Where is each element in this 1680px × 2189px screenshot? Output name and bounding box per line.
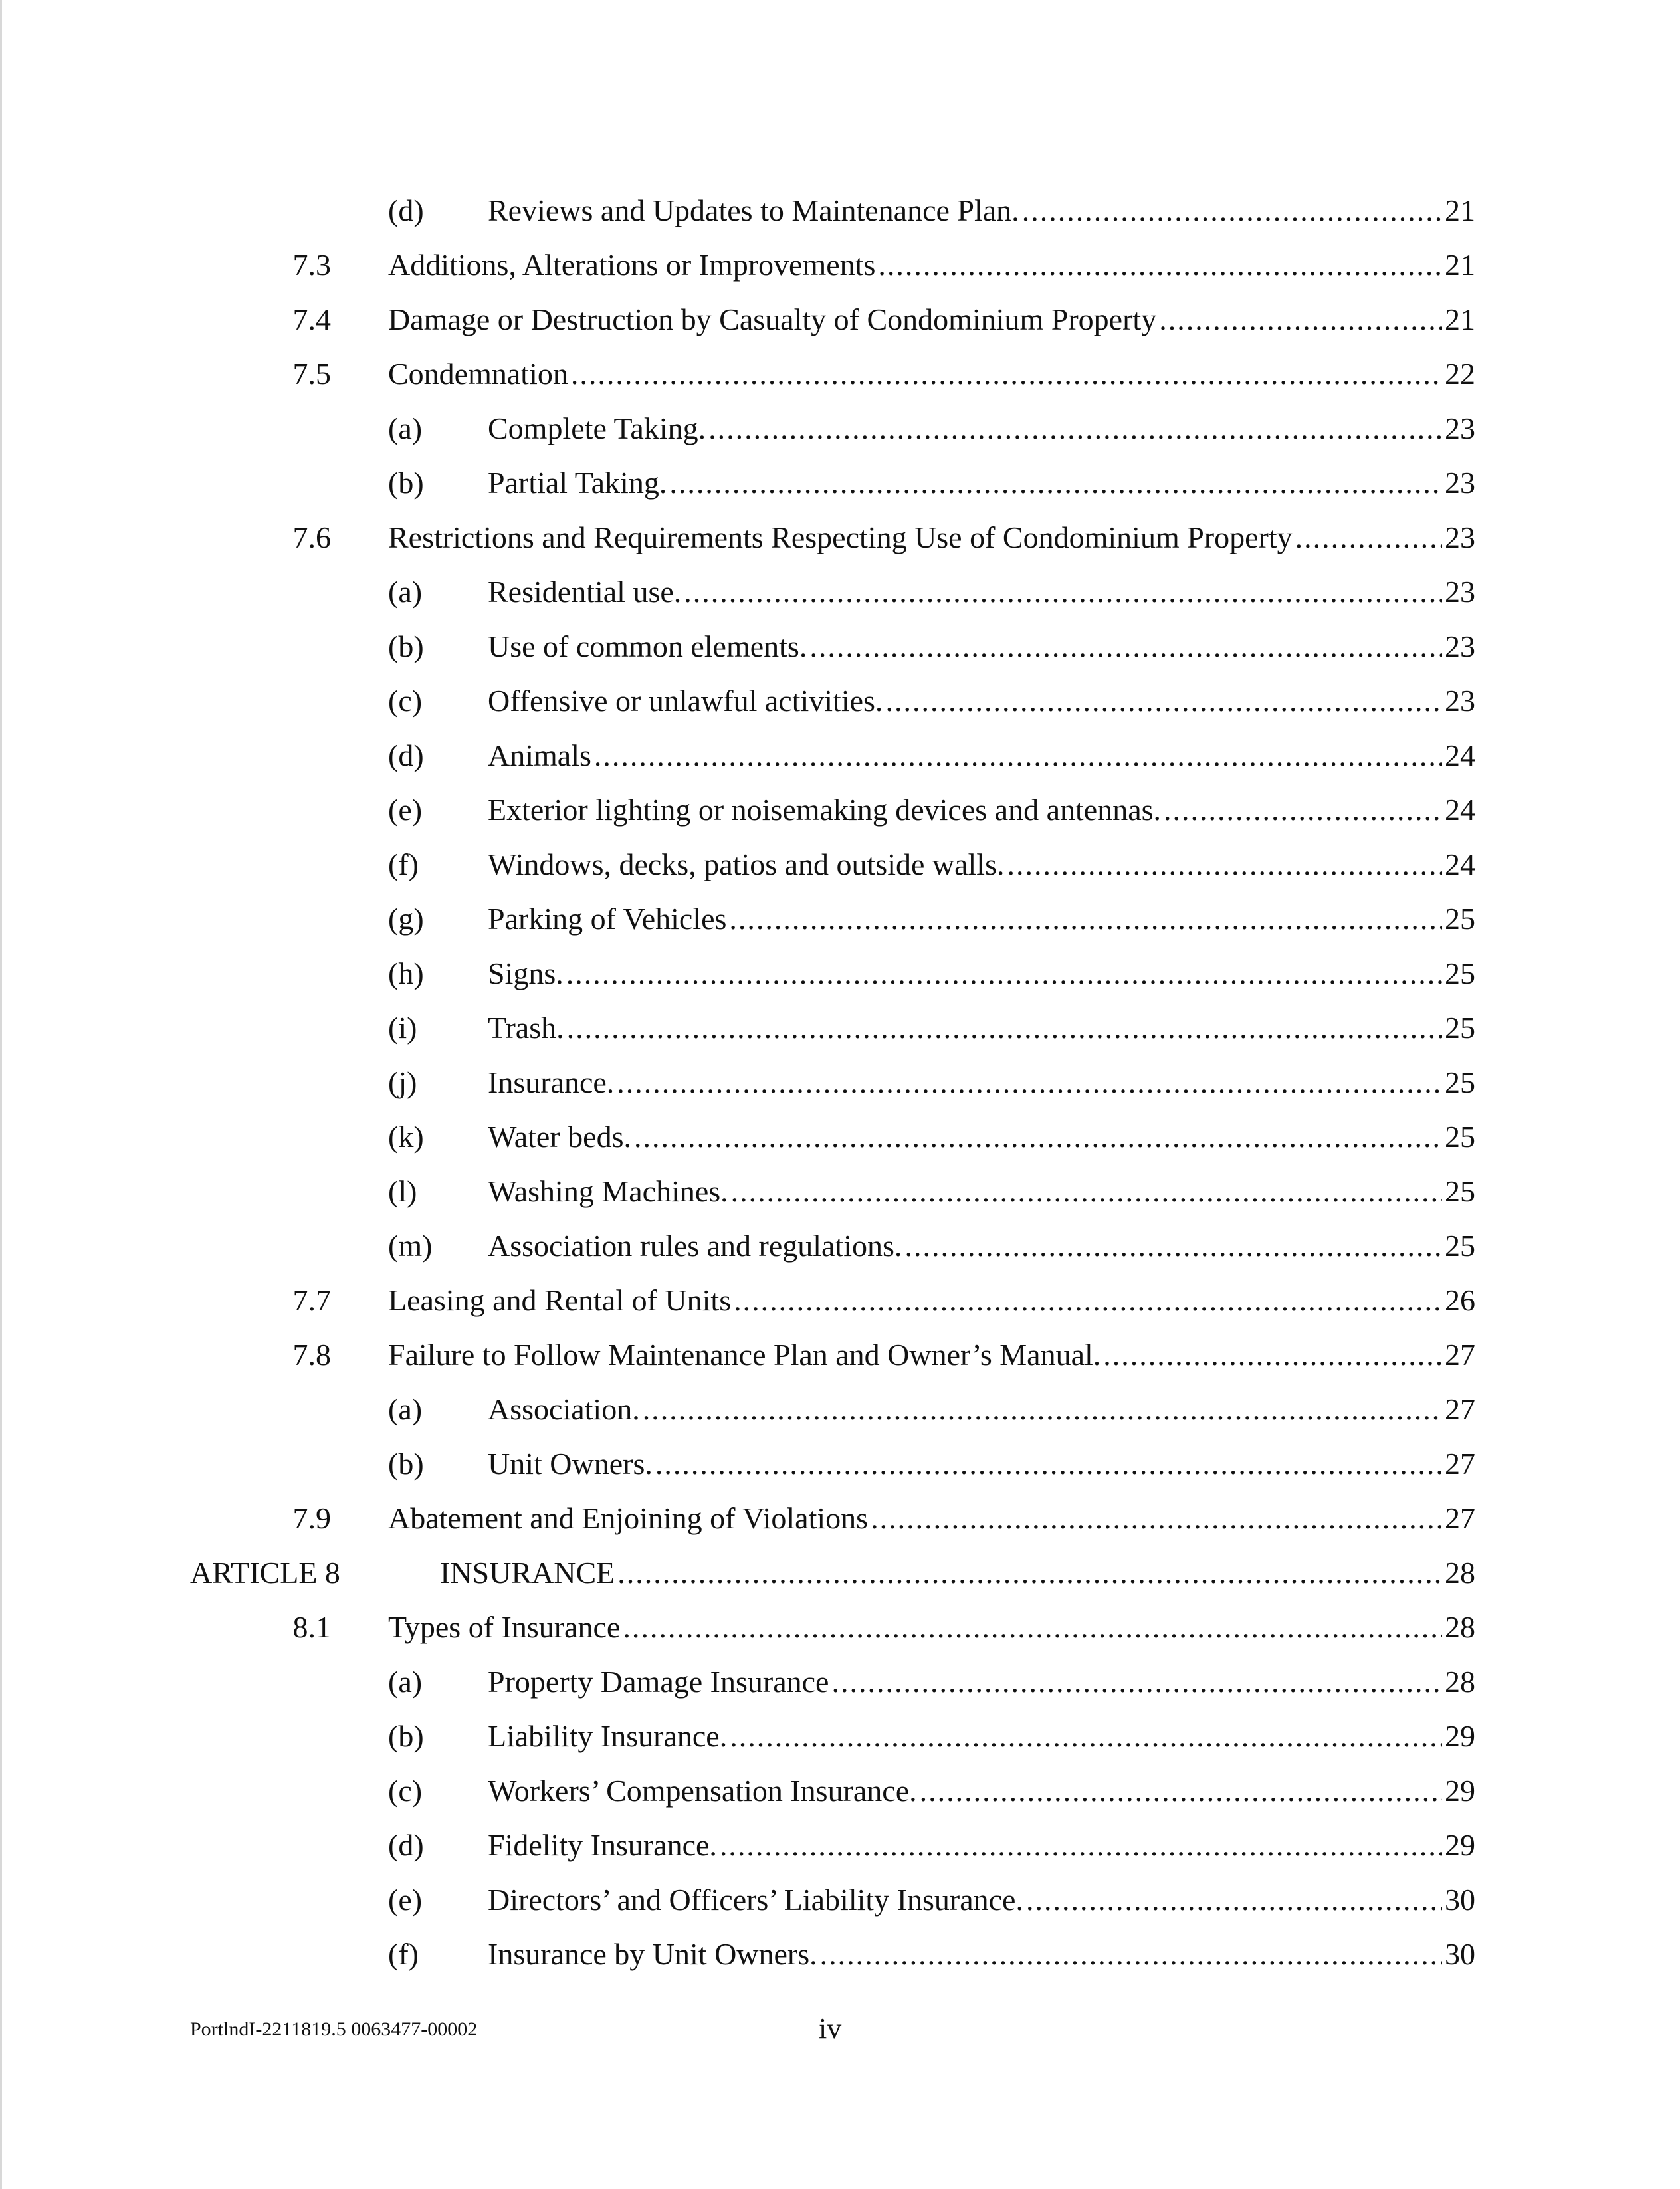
toc-entry xyxy=(0,1491,1680,1546)
toc-entry xyxy=(0,456,1680,510)
toc-entry-title: Abatement and Enjoining of Violations xyxy=(388,1501,869,1535)
toc-entry xyxy=(0,292,1680,347)
toc-entry xyxy=(0,1546,1680,1600)
toc-section-number: 7.5 xyxy=(292,357,331,391)
toc-page-number: 26 xyxy=(1445,1283,1475,1317)
toc-subsection-label: (a) xyxy=(388,1665,423,1699)
toc-entry-title: Condemnation xyxy=(388,357,568,391)
toc-page-number: 25 xyxy=(1445,1120,1475,1154)
toc-dot-leader xyxy=(1164,783,1442,837)
toc-title-line xyxy=(388,1491,1475,1546)
toc-subsection-label: (f) xyxy=(388,1937,419,1971)
toc-page-number: 27 xyxy=(1445,1447,1475,1481)
toc-entry xyxy=(0,1764,1680,1818)
toc-page-number: 21 xyxy=(1445,248,1475,282)
toc-title-line xyxy=(488,1709,1475,1764)
toc-entry xyxy=(0,1001,1680,1055)
toc-entry xyxy=(0,1273,1680,1328)
toc-entry xyxy=(0,1655,1680,1709)
toc-entry xyxy=(0,1382,1680,1437)
toc-dot-leader xyxy=(878,238,1442,292)
toc-section-number: 7.8 xyxy=(292,1338,331,1372)
toc-subsection-label: (j) xyxy=(388,1065,417,1099)
toc-page-number: 27 xyxy=(1445,1392,1475,1426)
toc-page-number: 28 xyxy=(1445,1556,1475,1590)
toc-dot-leader xyxy=(571,347,1442,401)
toc-page-number: 30 xyxy=(1445,1937,1475,1971)
toc-section-number: 8.1 xyxy=(292,1610,331,1644)
toc-section-number: 7.9 xyxy=(292,1501,331,1535)
toc-dot-leader xyxy=(669,456,1442,510)
toc-entry-title: Workers’ Compensation Insurance. xyxy=(488,1774,917,1808)
toc-title-line xyxy=(440,1546,1475,1600)
toc-dot-leader xyxy=(623,1600,1442,1655)
toc-page-number: 29 xyxy=(1445,1719,1475,1753)
toc-entry xyxy=(0,1818,1680,1873)
toc-page-number: 25 xyxy=(1445,1065,1475,1099)
toc-entry xyxy=(0,1437,1680,1491)
toc-subsection-label: (d) xyxy=(388,1828,424,1862)
toc-title-line xyxy=(488,1001,1475,1055)
toc-title-line xyxy=(488,783,1475,837)
toc-entry-title: Exterior lighting or noisemaking devices and antennas. xyxy=(488,793,1162,827)
toc-entry-title: Directors’ and Officers’ Liability Insurance. xyxy=(488,1883,1023,1917)
toc-dot-leader xyxy=(617,1055,1442,1110)
toc-dot-leader xyxy=(885,674,1442,728)
toc-title-line xyxy=(488,1437,1475,1491)
toc-title-line xyxy=(488,401,1475,456)
toc-entry xyxy=(0,783,1680,837)
toc-entry xyxy=(0,1873,1680,1927)
toc-entry xyxy=(0,1164,1680,1219)
toc-subsection-label: (b) xyxy=(388,629,424,663)
toc-subsection-label: (c) xyxy=(388,684,423,718)
toc-entry-title: Use of common elements. xyxy=(488,629,807,663)
toc-entry-title: Failure to Follow Maintenance Plan and Owner’s Manual. xyxy=(388,1338,1101,1372)
toc-title-line xyxy=(488,183,1475,238)
toc-dot-leader xyxy=(730,1709,1442,1764)
toc-title-line xyxy=(488,1818,1475,1873)
toc-entry-title: Washing Machines. xyxy=(488,1174,728,1208)
toc-dot-leader xyxy=(566,946,1442,1001)
toc-title-line xyxy=(388,238,1475,292)
toc-dot-leader xyxy=(920,1764,1442,1818)
toc-entry xyxy=(0,401,1680,456)
toc-dot-leader xyxy=(617,1546,1442,1600)
toc-dot-leader xyxy=(567,1001,1442,1055)
toc-subsection-label: (k) xyxy=(388,1120,424,1154)
toc-dot-leader xyxy=(1159,292,1442,347)
toc-entry-title: Complete Taking. xyxy=(488,411,706,445)
toc-title-line xyxy=(488,1382,1475,1437)
toc-section-number: 7.3 xyxy=(292,248,331,282)
toc-page-number: 23 xyxy=(1445,466,1475,500)
toc-title-line xyxy=(388,1600,1475,1655)
toc-section-number: 7.4 xyxy=(292,302,331,336)
toc-entry xyxy=(0,892,1680,946)
toc-entry xyxy=(0,1709,1680,1764)
toc-section-number: 7.7 xyxy=(292,1283,331,1317)
toc-entry-title: Animals xyxy=(488,738,591,772)
toc-entry-title: Leasing and Rental of Units xyxy=(388,1283,732,1317)
toc-title-line xyxy=(488,619,1475,674)
toc-page-number: 27 xyxy=(1445,1338,1475,1372)
toc-subsection-label: (b) xyxy=(388,1719,424,1753)
toc-entry xyxy=(0,946,1680,1001)
toc-entry-title: Reviews and Updates to Maintenance Plan. xyxy=(488,193,1019,227)
toc-entry xyxy=(0,565,1680,619)
toc-title-line xyxy=(488,837,1475,892)
toc-title-line xyxy=(488,728,1475,783)
toc-page-number: 25 xyxy=(1445,1174,1475,1208)
toc-entry-title: Parking of Vehicles xyxy=(488,902,727,936)
toc-entry xyxy=(0,510,1680,565)
toc-entry-title: Offensive or unlawful activities. xyxy=(488,684,883,718)
toc-entry-title: Damage or Destruction by Casualty of Condominium Property xyxy=(388,302,1157,336)
toc-dot-leader xyxy=(1295,510,1442,565)
toc-page-number: 23 xyxy=(1445,520,1475,554)
toc-entry-title: Association. xyxy=(488,1392,640,1426)
toc-subsection-label: (a) xyxy=(388,411,423,445)
toc-subsection-label: (g) xyxy=(388,902,424,936)
toc-dot-leader xyxy=(1103,1328,1442,1382)
toc-entry xyxy=(0,1110,1680,1164)
toc-dot-leader xyxy=(820,1927,1442,1982)
toc-subsection-label: (a) xyxy=(388,1392,423,1426)
toc-title-line xyxy=(388,510,1475,565)
toc-subsection-label: (f) xyxy=(388,847,419,881)
toc-dot-leader xyxy=(594,728,1442,783)
toc-entry xyxy=(0,347,1680,401)
toc-page-number: 29 xyxy=(1445,1828,1475,1862)
toc-entry-title: Restrictions and Requirements Respecting Use of Condominium Property xyxy=(388,520,1293,554)
toc-entry xyxy=(0,1055,1680,1110)
toc-page-number: 30 xyxy=(1445,1883,1475,1917)
toc-subsection-label: (i) xyxy=(388,1011,417,1045)
toc-dot-leader xyxy=(634,1110,1442,1164)
toc-entry xyxy=(0,619,1680,674)
toc-dot-leader xyxy=(734,1273,1442,1328)
toc-page-number: 22 xyxy=(1445,357,1475,391)
toc-subsection-label: (d) xyxy=(388,738,424,772)
toc-subsection-label: (b) xyxy=(388,466,424,500)
toc-page-number: 28 xyxy=(1445,1610,1475,1644)
toc-subsection-label: (e) xyxy=(388,793,423,827)
toc-entry-title: Windows, decks, patios and outside walls. xyxy=(488,847,1005,881)
toc-subsection-label: (a) xyxy=(388,575,423,609)
toc-entry-title: Unit Owners. xyxy=(488,1447,653,1481)
toc-title-line xyxy=(388,292,1475,347)
toc-title-line xyxy=(488,1055,1475,1110)
toc-title-line xyxy=(488,1655,1475,1709)
toc-title-line xyxy=(488,1219,1475,1273)
toc-title-line xyxy=(488,892,1475,946)
toc-entry xyxy=(0,183,1680,238)
toc-section-number: 7.6 xyxy=(292,520,331,554)
toc-entry xyxy=(0,1927,1680,1982)
toc-subsection-label: (d) xyxy=(388,193,424,227)
toc-entry xyxy=(0,728,1680,783)
toc-entry xyxy=(0,1328,1680,1382)
toc-subsection-label: (c) xyxy=(388,1774,423,1808)
toc-subsection-label: (l) xyxy=(388,1174,417,1208)
toc-entry xyxy=(0,674,1680,728)
toc-title-line xyxy=(388,1328,1475,1382)
toc-title-line xyxy=(388,1273,1475,1328)
toc-entry xyxy=(0,1600,1680,1655)
toc-page-number: 28 xyxy=(1445,1665,1475,1699)
toc-page-number: 24 xyxy=(1445,793,1475,827)
toc-entry-title: Fidelity Insurance. xyxy=(488,1828,717,1862)
toc-title-line xyxy=(488,946,1475,1001)
toc-entry-title: Types of Insurance xyxy=(388,1610,621,1644)
toc-dot-leader xyxy=(684,565,1442,619)
toc-page-number: 25 xyxy=(1445,1011,1475,1045)
toc-subsection-label: (b) xyxy=(388,1447,424,1481)
toc-page-number: 25 xyxy=(1445,902,1475,936)
toc-dot-leader xyxy=(871,1491,1442,1546)
toc-entry-title: Property Damage Insurance xyxy=(488,1665,829,1699)
toc-title-line xyxy=(488,456,1475,510)
toc-page-number: 27 xyxy=(1445,1501,1475,1535)
toc-dot-leader xyxy=(708,401,1442,456)
toc-entry-title: Insurance by Unit Owners. xyxy=(488,1937,817,1971)
toc-entry-title: Signs. xyxy=(488,956,564,990)
toc-entry-title: Association rules and regulations. xyxy=(488,1229,902,1263)
toc-subsection-label: (m) xyxy=(388,1229,433,1263)
toc-title-line xyxy=(388,347,1475,401)
toc-title-line xyxy=(488,565,1475,619)
footer-document-id: PortlndI-2211819.5 0063477-00002 xyxy=(190,2018,478,2040)
toc-dot-leader xyxy=(831,1655,1442,1709)
toc-page-number: 23 xyxy=(1445,629,1475,663)
toc-entry-title: Trash. xyxy=(488,1011,564,1045)
toc-title-line xyxy=(488,1873,1475,1927)
toc-title-line xyxy=(488,674,1475,728)
toc-page-number: 23 xyxy=(1445,684,1475,718)
toc-entry-title: Water beds. xyxy=(488,1120,631,1154)
toc-page-number: 21 xyxy=(1445,193,1475,227)
toc-entry-title: INSURANCE xyxy=(440,1556,615,1590)
toc-dot-leader xyxy=(1007,837,1443,892)
toc-dot-leader xyxy=(809,619,1442,674)
toc-page-number: 29 xyxy=(1445,1774,1475,1808)
toc-dot-leader xyxy=(643,1382,1442,1437)
toc-page-number: 24 xyxy=(1445,847,1475,881)
toc-article-label: ARTICLE 8 xyxy=(190,1556,340,1590)
toc-page-number: 25 xyxy=(1445,1229,1475,1263)
toc-page-number: 25 xyxy=(1445,956,1475,990)
toc-entry xyxy=(0,238,1680,292)
toc-dot-leader xyxy=(1022,183,1442,238)
toc-page-number: 23 xyxy=(1445,575,1475,609)
toc-entry-title: Insurance. xyxy=(488,1065,615,1099)
toc-entry-title: Residential use. xyxy=(488,575,682,609)
toc-subsection-label: (e) xyxy=(388,1883,423,1917)
toc-page-number: 24 xyxy=(1445,738,1475,772)
toc-dot-leader xyxy=(1026,1873,1442,1927)
footer-page-number: iv xyxy=(819,2012,842,2045)
toc-dot-leader xyxy=(720,1818,1442,1873)
toc-title-line xyxy=(488,1164,1475,1219)
toc-page-number: 21 xyxy=(1445,302,1475,336)
toc-dot-leader xyxy=(655,1437,1442,1491)
toc-subsection-label: (h) xyxy=(388,956,424,990)
toc-entry-title: Partial Taking. xyxy=(488,466,667,500)
toc-entry xyxy=(0,837,1680,892)
toc-page-number: 23 xyxy=(1445,411,1475,445)
toc-entry-title: Liability Insurance. xyxy=(488,1719,728,1753)
toc-title-line xyxy=(488,1110,1475,1164)
toc-title-line xyxy=(488,1764,1475,1818)
toc-dot-leader xyxy=(731,1164,1442,1219)
toc-entry-title: Additions, Alterations or Improvements xyxy=(388,248,876,282)
toc-dot-leader xyxy=(904,1219,1442,1273)
toc-entry xyxy=(0,1219,1680,1273)
toc-title-line xyxy=(488,1927,1475,1982)
toc-dot-leader xyxy=(729,892,1442,946)
